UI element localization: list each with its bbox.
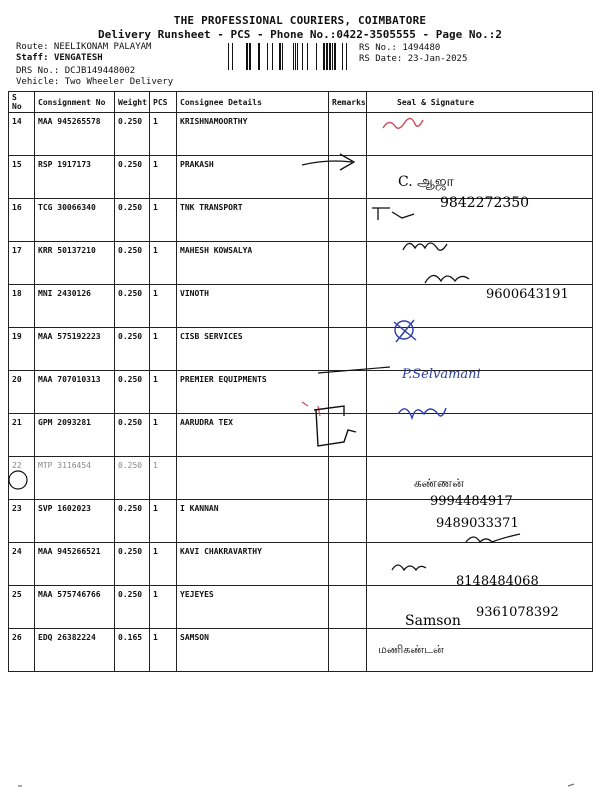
cell-remarks <box>329 328 367 371</box>
runsheet-subtitle: Delivery Runsheet - PCS - Phone No.:0422-3505555 - Page No.:2 <box>98 28 502 41</box>
barcode-bar <box>295 43 296 70</box>
rs-date: RS Date: 23-Jan-2025 <box>359 54 468 64</box>
signature-kannan: கண்ணன் <box>414 476 464 490</box>
cell-consignment: TCG 30066340 <box>35 199 115 242</box>
staff-line <box>16 53 103 64</box>
cell-sno: 14 <box>9 113 35 156</box>
cell-remarks <box>329 156 367 199</box>
cell-remarks <box>329 543 367 586</box>
cell-weight: 0.250 <box>115 543 150 586</box>
company-title: THE PROFESSIONAL COURIERS, COIMBATORE <box>173 14 427 27</box>
phone-note-3: 9994484917 <box>430 494 513 509</box>
cell-sno: 16 <box>9 199 35 242</box>
phone-note-1: 9842272350 <box>440 195 530 211</box>
barcode-bar <box>228 43 229 70</box>
cell-remarks <box>329 371 367 414</box>
col-consignment: Consignment No <box>35 92 115 113</box>
cell-weight: 0.250 <box>115 371 150 414</box>
barcode-bar <box>326 43 328 70</box>
cell-pcs: 1 <box>150 371 177 414</box>
barcode-bar <box>346 43 347 70</box>
cell-weight: 0.165 <box>115 629 150 672</box>
cell-sno: 15 <box>9 156 35 199</box>
table-row <box>9 113 593 156</box>
barcode-bar <box>297 43 298 70</box>
cell-signature <box>367 414 593 457</box>
cell-pcs: 1 <box>150 113 177 156</box>
cell-remarks <box>329 586 367 629</box>
barcode-bar <box>334 43 336 70</box>
barcode-bar <box>246 43 248 70</box>
cell-sno: 24 <box>9 543 35 586</box>
cell-pcs: 1 <box>150 285 177 328</box>
cell-weight: 0.250 <box>115 285 150 328</box>
cell-pcs: 1 <box>150 242 177 285</box>
cell-weight: 0.250 <box>115 457 150 500</box>
cell-consignment: MAA 945265578 <box>35 113 115 156</box>
cell-consignment: RSP 1917173 <box>35 156 115 199</box>
cell-sno: 22 <box>9 457 35 500</box>
table-row <box>9 371 593 414</box>
table-row <box>9 500 593 543</box>
staff-label: Staff: <box>16 53 49 63</box>
barcode-bar <box>316 43 317 70</box>
barcode <box>228 43 354 70</box>
barcode-bar <box>332 43 333 70</box>
cell-pcs: 1 <box>150 199 177 242</box>
cell-consignment: MAA 945266521 <box>35 543 115 586</box>
table-row <box>9 543 593 586</box>
cell-sno: 20 <box>9 371 35 414</box>
cell-pcs: 1 <box>150 500 177 543</box>
table-row <box>9 156 593 199</box>
barcode-bar <box>272 43 273 70</box>
cell-sno: 25 <box>9 586 35 629</box>
cell-remarks <box>329 113 367 156</box>
cell-consignee: TNK TRANSPORT <box>177 199 329 242</box>
cell-consignee: PREMIER EQUIPMENTS <box>177 371 329 414</box>
table-row <box>9 328 593 371</box>
cell-signature <box>367 285 593 328</box>
signature-samson: Samson <box>405 613 461 629</box>
cell-pcs: 1 <box>150 629 177 672</box>
table-row <box>9 414 593 457</box>
cell-pcs: 1 <box>150 543 177 586</box>
cell-sno: 21 <box>9 414 35 457</box>
cell-remarks <box>329 500 367 543</box>
cell-consignment: SVP 1602023 <box>35 500 115 543</box>
cell-consignee: VINOTH <box>177 285 329 328</box>
cell-consignment: GPM 2093281 <box>35 414 115 457</box>
barcode-bar <box>249 43 251 70</box>
cell-consignee: MAHESH KOWSALYA <box>177 242 329 285</box>
cell-signature <box>367 500 593 543</box>
barcode-bar <box>258 43 260 70</box>
cell-pcs: 1 <box>150 457 177 500</box>
table-header <box>9 92 593 113</box>
barcode-bar <box>342 43 343 70</box>
table-row <box>9 457 593 500</box>
cell-remarks <box>329 242 367 285</box>
table-row <box>9 586 593 629</box>
cell-pcs: 1 <box>150 414 177 457</box>
cell-remarks <box>329 285 367 328</box>
staff-name: VENGATESH <box>53 53 103 63</box>
cell-signature <box>367 199 593 242</box>
cell-consignment: MTP 3116454 <box>35 457 115 500</box>
barcode-bar <box>279 43 281 70</box>
signature-p-selvamani: P.Selvamani <box>402 367 481 382</box>
scan-speck <box>18 784 574 786</box>
cell-remarks <box>329 414 367 457</box>
cell-pcs: 1 <box>150 586 177 629</box>
signature-c-name: C. ஆஜா <box>398 174 454 190</box>
tamil-note-bottom: மணிகண்டன் <box>378 643 444 656</box>
cell-pcs: 1 <box>150 328 177 371</box>
cell-weight: 0.250 <box>115 414 150 457</box>
cell-sno: 19 <box>9 328 35 371</box>
cell-signature <box>367 328 593 371</box>
rs-number: RS No.: 1494480 <box>359 43 441 53</box>
barcode-bar <box>267 43 268 70</box>
route: Route: NEELIKONAM PALAYAM <box>16 42 152 52</box>
cell-weight: 0.250 <box>115 199 150 242</box>
cell-signature <box>367 113 593 156</box>
cell-consignment: MAA 575192223 <box>35 328 115 371</box>
cell-signature <box>367 242 593 285</box>
phone-note-6: 9361078392 <box>476 605 559 620</box>
cell-weight: 0.250 <box>115 500 150 543</box>
col-sno: S No <box>9 92 35 113</box>
barcode-bar <box>302 43 303 70</box>
phone-note-4: 9489033371 <box>436 516 519 531</box>
cell-consignee: I KANNAN <box>177 500 329 543</box>
table-row <box>9 242 593 285</box>
col-weight: Weight <box>115 92 150 113</box>
cell-sno: 23 <box>9 500 35 543</box>
cell-consignment: KRR 50137210 <box>35 242 115 285</box>
barcode-bar <box>282 43 283 70</box>
table-row <box>9 199 593 242</box>
table-row <box>9 285 593 328</box>
cell-signature <box>367 629 593 672</box>
cell-sno: 18 <box>9 285 35 328</box>
cell-weight: 0.250 <box>115 156 150 199</box>
cell-consignee: AARUDRA TEX <box>177 414 329 457</box>
cell-consignment: MAA 707010313 <box>35 371 115 414</box>
col-pcs: PCS <box>150 92 177 113</box>
table-row <box>9 629 593 672</box>
barcode-bar <box>293 43 294 70</box>
cell-consignee: KRISHNAMOORTHY <box>177 113 329 156</box>
cell-signature <box>367 371 593 414</box>
drs-number: DRS No.: DCJB149448002 <box>16 66 136 76</box>
cell-remarks <box>329 629 367 672</box>
barcode-bar <box>307 43 308 70</box>
phone-note-2: 9600643191 <box>486 287 569 302</box>
cell-consignment: EDQ 26382224 <box>35 629 115 672</box>
cell-consignee: KAVI CHAKRAVARTHY <box>177 543 329 586</box>
cell-consignee <box>177 457 329 500</box>
cell-weight: 0.250 <box>115 328 150 371</box>
col-seal-signature: Seal & Signature <box>367 92 593 113</box>
col-remarks: Remarks <box>329 92 367 113</box>
runsheet-table <box>8 91 593 672</box>
vehicle: Vehicle: Two Wheeler Delivery <box>16 77 174 87</box>
cell-pcs: 1 <box>150 156 177 199</box>
cell-weight: 0.250 <box>115 242 150 285</box>
cell-signature <box>367 543 593 586</box>
cell-signature <box>367 457 593 500</box>
cell-weight: 0.250 <box>115 586 150 629</box>
barcode-bar <box>232 43 233 70</box>
phone-note-5: 8148484068 <box>456 574 539 589</box>
cell-consignment: MNI 2430126 <box>35 285 115 328</box>
barcode-bar <box>329 43 331 70</box>
cell-consignee: YEJEYES <box>177 586 329 629</box>
cell-sno: 26 <box>9 629 35 672</box>
cell-remarks <box>329 457 367 500</box>
barcode-bar <box>323 43 325 70</box>
cell-consignee: CISB SERVICES <box>177 328 329 371</box>
cell-signature <box>367 586 593 629</box>
cell-remarks <box>329 199 367 242</box>
cell-consignee: SAMSON <box>177 629 329 672</box>
cell-signature <box>367 156 593 199</box>
col-consignee: Consignee Details <box>177 92 329 113</box>
cell-consignment: MAA 575746766 <box>35 586 115 629</box>
cell-sno: 17 <box>9 242 35 285</box>
cell-weight: 0.250 <box>115 113 150 156</box>
cell-consignee: PRAKASH <box>177 156 329 199</box>
